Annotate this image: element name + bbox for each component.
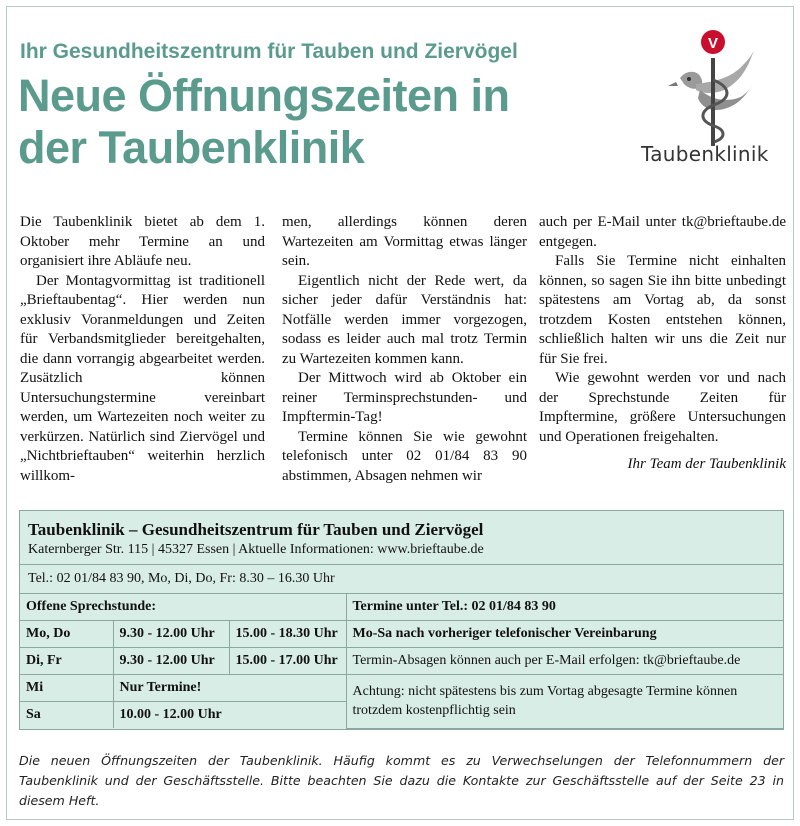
paragraph: Eigentlich nicht der Rede wert, da sicher jeder dafür Verständnis hat: Notfälle werden immer vorgezogen, sodass es leider auch mal trotz Termin zu Wartezeiten kommen kann.: [282, 272, 527, 367]
time-cell: 15.00 - 18.30 Uhr: [229, 621, 346, 648]
logo-text: Taubenklinik: [641, 142, 769, 166]
note-cell: Mo-Sa nach vorheriger telefonischer Vereinbarung: [346, 621, 783, 648]
image-caption: Die neuen Öffnungszeiten der Taubenklinik. Häufig kommt es zu Verwechselungen der Telefonnummern der Taubenklinik und der Geschäftsstelle. Bitte beachten Sie dazu die Kontakte zur Geschäftsstelle auf der Seite 23 in diesem Heft.: [19, 753, 784, 808]
paragraph: Der Montagvormittag ist traditionell „Brieftaubentag“. Hier werden nun exklusiv Voranmeldungen und Zeiten für Verbandsmitglieder bereitgehalten, die dann vorrangig abgearbeitet werden. Zusätzlich können Untersuchungstermine vereinbart werden, um Wartezeiten noch weiter zu verkürzen. Natürlich sind Ziervögel und „Nichtbrieftauben“ weiterhin herzlich willkom-: [20, 272, 265, 484]
note-cell: Achtung: nicht spätestens bis zum Vortag abgesagte Termine können trotzdem kostenpflichtig sein: [346, 675, 783, 729]
table-row: [20, 648, 783, 675]
article-column-1: [20, 213, 265, 486]
hours-header: Offene Sprechstunde:: [20, 594, 346, 621]
logo-badge-letter: V: [707, 35, 719, 52]
kicker: Ihr Gesundheitszentrum für Tauben und Ziervögel: [20, 40, 518, 63]
paragraph: auch per E-Mail unter tk@brieftaube.de entgegen.: [539, 214, 786, 250]
appointments-header: Termine unter Tel.: 02 01/84 83 90: [346, 594, 783, 621]
signature: Ihr Team der Taubenklinik: [627, 456, 786, 472]
day-cell: Mo, Do: [20, 621, 113, 648]
time-cell: 9.30 - 12.00 Uhr: [113, 621, 229, 648]
info-address: Katernberger Str. 115 | 45327 Essen | Aktuelle Informationen: www.brieftaube.de: [28, 542, 484, 557]
paragraph: Wie gewohnt werden vor und nach der Sprechstunde Zeiten für Impftermine, größere Untersuchungen und Operationen freigehalten.: [539, 370, 786, 445]
note-cell: Termin-Absagen können auch per E-Mail erfolgen: tk@brieftaube.de: [346, 648, 783, 675]
table-row: [20, 621, 783, 648]
paragraph: men, allerdings können deren Wartezeiten am Vormittag etwas länger sein.: [282, 214, 527, 269]
paragraph: Falls Sie Termine nicht einhalten können, so sagen Sie ihn bitte unbedingt spätestens am Vortag ab, da sonst trotzdem Kosten entstehen können, schließlich halten wir uns die Zeit nur für Sie frei.: [539, 253, 786, 367]
time-cell: 10.00 - 12.00 Uhr: [113, 702, 346, 729]
day-cell: Mi: [20, 675, 113, 702]
time-cell: Nur Termine!: [113, 675, 346, 702]
info-box: [19, 510, 784, 730]
info-phone: Tel.: 02 01/84 83 90, Mo, Di, Do, Fr: 8.30 – 16.30 Uhr: [28, 571, 335, 586]
paragraph: Termine können Sie wie gewohnt telefonisch unter 02 01/84 83 90 abstimmen, Absagen nehmen wir: [282, 428, 527, 484]
article-column-2: [282, 213, 527, 486]
table-row: [20, 675, 783, 702]
paragraph: Der Mittwoch wird ab Oktober ein reiner Terminsprechstunden- und Impftermin-Tag!: [282, 370, 527, 425]
day-cell: Di, Fr: [20, 648, 113, 675]
day-cell: Sa: [20, 702, 113, 729]
table-row: [20, 594, 783, 621]
hours-table: [20, 594, 783, 729]
headline: Neue Öffnungszeiten in der Taubenklinik: [18, 70, 510, 173]
time-cell: 15.00 - 17.00 Uhr: [229, 648, 346, 675]
article-column-3: [539, 213, 786, 475]
paragraph: Die Taubenklinik bietet ab dem 1. Oktober mehr Termine an und organisiert ihre Abläufe neu.: [20, 214, 265, 269]
time-cell: 9.30 - 12.00 Uhr: [113, 648, 229, 675]
info-title: Taubenklinik – Gesundheitszentrum für Tauben und Ziervögel: [28, 520, 484, 539]
